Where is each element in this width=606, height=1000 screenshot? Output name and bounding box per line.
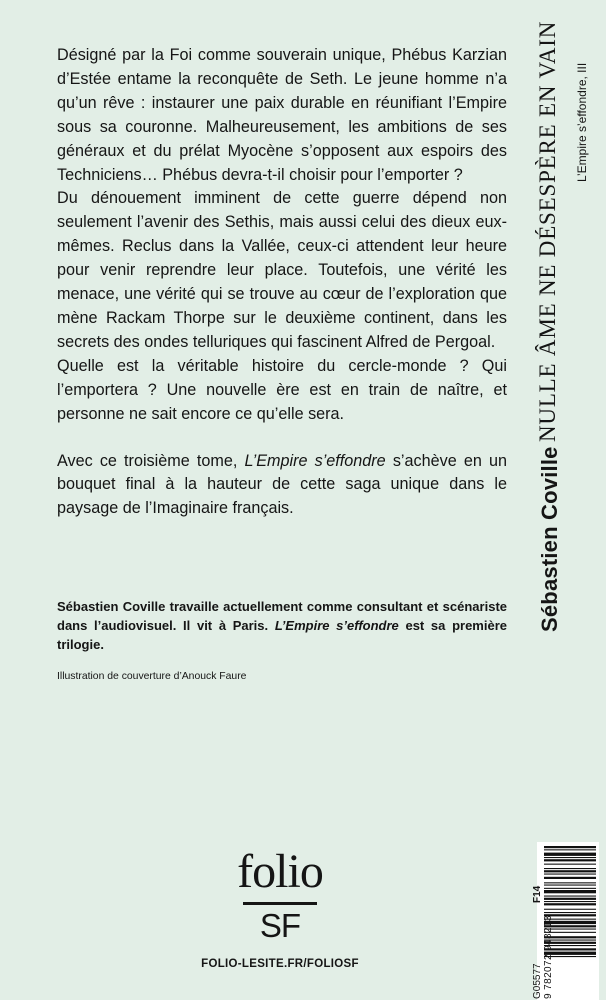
- publisher-website: FOLIO-LESITE.FR/FOLIOSF: [201, 958, 359, 970]
- barcode-block: [504, 842, 599, 1000]
- bio-text-before: Sébastien Coville travaille actuellement comme consultant et scénariste dans l’audiovisuel. Il vit à Paris.: [57, 599, 507, 633]
- isbn-number: 9 782072 948213: [543, 915, 554, 999]
- author-name: Sébastien Coville: [537, 446, 562, 632]
- price-code: F14: [532, 885, 543, 903]
- book-title: NULLE ÂME NE DÉSESPÈRE EN VAIN: [535, 20, 560, 442]
- logo-sf-text: SF: [259, 907, 301, 944]
- summary-p4-text-after: s’achève en un bouquet final à la hauteur de cette saga unique dans le paysage de l’Imaginaire français.: [57, 451, 507, 518]
- summary-text: [57, 44, 507, 521]
- folio-sf-logo: [220, 845, 340, 944]
- summary-paragraph-2: Du dénouement imminent de cette guerre dépend non seulement l’avenir des Sethis, mais aussi celui des dieux eux-mêmes. Reclus dans la Vallée, ceux-ci attendent leur heure pour venir reprendre leur place. Toutefois, une vérité les menace, une vérité qui se trouve au cœur de l’exploration que mène Rackam Thorpe sur le deuxième continent, dans les secrets des ondes telluriques qui fascinent Alfred de Pergoal.: [57, 189, 507, 351]
- illustration-credit: Illustration de couverture d’Anouck Faure: [57, 671, 247, 682]
- author-bio: [57, 597, 507, 654]
- logo-folio-text: folio: [237, 845, 323, 898]
- bio-text-after: est sa première trilogie.: [57, 618, 507, 652]
- summary-paragraph-4: [57, 450, 507, 522]
- summary-paragraph-1: Désigné par la Foi comme souverain unique, Phébus Karzian d’Estée entame la reconquête de Seth. Le jeune homme n’a qu’un rêve : instaurer une paix durable en réunifiant l’Empire sous sa couronne. Malheureusement, les ambitions de ses généraux et du prélat Myocène s’opposent aux espoirs des Techniciens… Phébus devra-t-il choisir pour l’emporter ?: [57, 46, 507, 184]
- bio-book-title: L’Empire s’effondre: [274, 618, 399, 633]
- barcode-code-line: [532, 885, 543, 999]
- series-subtitle: L’Empire s’effondre, III: [575, 62, 589, 182]
- product-code: G05577: [532, 963, 543, 999]
- summary-p4-text-before: Avec ce troisième tome,: [57, 451, 245, 470]
- author-bio-paragraph: [57, 597, 507, 654]
- barcode-codes: [532, 842, 554, 999]
- summary-p4-book-title: L’Empire s’effondre: [244, 451, 386, 470]
- vertical-title-block: [535, 20, 599, 632]
- logo-divider: [243, 902, 317, 905]
- summary-paragraph-3: Quelle est la véritable histoire du cercle-monde ? Qui l’emportera ? Une nouvelle ère est en train de naître, et personne ne sait encore ce qu’elle sera.: [57, 356, 507, 423]
